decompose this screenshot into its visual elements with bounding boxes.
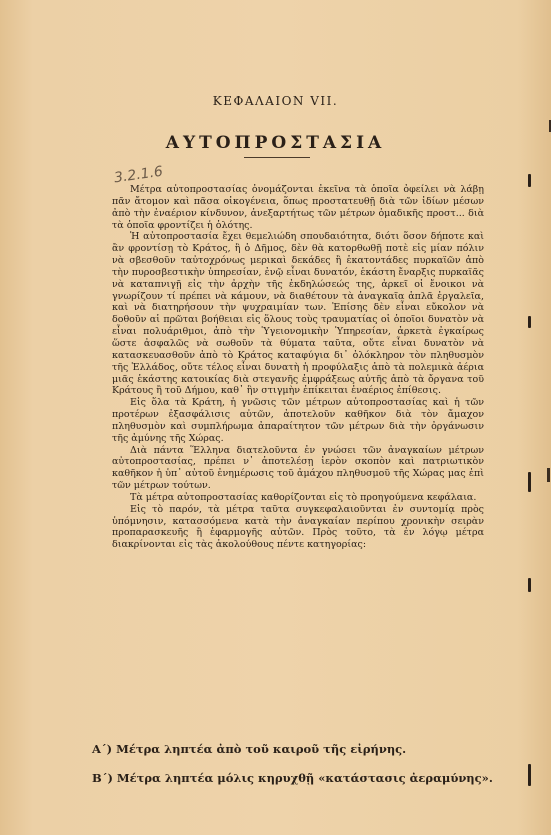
paragraph-3: Εἰς ὅλα τὰ Κράτη, ἡ γνῶσις τῶν μέτρων αὐτοπροστασίας καὶ ἡ τῶν προτέρων ἐξασφάλισις αὐτῶν, ἀποτελοῦν καθῆκον διὰ τὸν ἄμαχον πληθυσμὸν καὶ συμπλήρωμα ἀπαραίτητον τῶν μέτρων διὰ τὴν ὀργάνωσιν τῆς ἀμύνης τῆς Χώρας. [112,397,484,444]
margin-mark [528,316,531,328]
edge-mark [547,468,550,482]
paragraph-1: Μέτρα αὐτοπροστασίας ὀνομάζονται ἐκεῖνα τὰ ὁποῖα ὀφείλει νὰ λάβῃ πᾶν ἄτομον καὶ πᾶσα οἰκογένεια, ὅπως προστατευθῇ διὰ τῶν ἰδίων μέσων ἀπὸ τὴν ἐναέριον κίνδυνον, ἀνεξαρτήτως τῶν μέτρων ὁμαδικῆς προστ... διὰ τὰ ὁποῖα φροντίζει ἡ ὁλότης. [112,184,484,231]
page-title: ΑΥΤΟΠΡΟΣΤΑΣΙΑ [165,133,386,153]
margin-mark [528,764,531,786]
paragraph-6: Εἰς τὸ παρόν, τὰ μέτρα ταῦτα συγκεφαλαιοῦνται ἐν συντομίᾳ πρὸς ὑπόμνησιν, κατασσόμενα κατὰ τὴν ἀναγκαίαν περίπου χρονικὴν σειρὰν προπαρασκευῆς ἢ ἐφαρμογῆς αὐτῶν. Πρὸς τοῦτο, τὰ ἐν λόγῳ μέτρα διακρίνονται εἰς τὰς ἀκολούθους πέντε κατηγορίας: [112,503,484,551]
title-underline [244,157,310,158]
body-text [112,184,484,551]
margin-mark [528,472,531,492]
margin-mark [528,174,531,187]
paragraph-4: Διὰ πάντα Ἕλληνα διατελοῦντα ἐν γνώσει τῶν ἀναγκαίων μέτρων αὐτοπροστασίας, πρέπει ν᾽ ἀποτελέσῃ ἱερὸν σκοπὸν καὶ πατριωτικὸν καθῆκον ἡ ὑπ᾽ αὐτοῦ ἐνημέρωσις τοῦ ἀμάχου πληθυσμοῦ τῆς Χώρας μας ἐπὶ τῶν μέτρων τούτων. [112,444,484,492]
section-heading-a: Α΄) Μέτρα ληπτέα ἀπὸ τοῦ καιροῦ τῆς εἰρήνης. [92,742,407,756]
handwritten-note: 3.2.1.6 [113,163,164,187]
paragraph-5: Τὰ μέτρα αὐτοπροστασίας καθορίζονται εἰς τὸ προηγούμενα κεφάλαια. [130,491,477,503]
paragraph-2: Ἡ αὐτοπροστασία ἔχει θεμελιώδη σπουδαιότητα, διότι ὅσον δήποτε καὶ ἂν φροντίσῃ τὸ Κράτος, ἢ ὁ Δῆμος, δὲν θὰ κατορθωθῇ ποτὲ εἰς μίαν πόλιν νὰ σβεσθοῦν ταὐτοχρόνως μερικαὶ δεκάδες ἢ ἑκατοντάδες πυρκαϊῶν ἀπὸ τὴν πυροσβεστικὴν ὑπηρεσίαν, ἐνῷ εἶναι δυνατόν, ἑκάστη ἔναρξις πυρκαϊᾶς νὰ καταπνιγῇ εἰς τὴν ἀρχὴν τῆς ἐκδηλώσεώς της, ἀρκεῖ οἱ ἔνοικοι νὰ γνωρίζουν τί πρέπει νὰ κάμουν, νὰ διαθέτουν τὰ ἀναγκαῖα ἁπλᾶ ἐργαλεῖα, καὶ νὰ διατηρήσουν τὴν ψυχραιμίαν των. Ἐπίσης δὲν εἶναι εὔκολον νὰ δοθοῦν αἱ πρῶται βοήθειαι εἰς ὅλους τοὺς τραυματίας οἱ ὁποῖοι δυνατὸν νὰ εἶναι πολυάριθμοι, ἀπὸ τὴν Ὑγειονομικὴν Ὑπηρεσίαν, ἀρκετὰ ἐγκαίρως ὥστε ἀσφαλῶς νὰ σωθοῦν τὰ θύματα ταῦτα, οὔτε εἶναι δυνατὸν νὰ κατασκευασθοῦν ἀπὸ τὸ Κράτος καταφύγια δι᾽ ὁλόκληρον τὸν πληθυσμὸν τῆς Ἑλλάδος, οὔτε τέλος εἶναι δυνατὴ ἡ προφύλαξις ἀπὸ τὰ πολεμικὰ ἀέρια μιᾶς ἑκάστης κατοικίας διὰ στεγανῆς ἐμφράξεως αὐτῆς ἀπὸ τὰ ὄργανα τοῦ Κράτους ἢ τοῦ Δήμου, καθ᾽ ἣν στιγμὴν ἐπίκειται ἐναέριος ἐπίθεσις. [112,231,484,397]
margin-mark [528,578,531,592]
chapter-label: ΚΕΦΑΛΑΙΟΝ VII. [212,94,339,108]
section-heading-b: Β΄) Μέτρα ληπτέα μόλις κηρυχθῇ «κατάστασις ἀεραμύνης». [92,771,493,785]
